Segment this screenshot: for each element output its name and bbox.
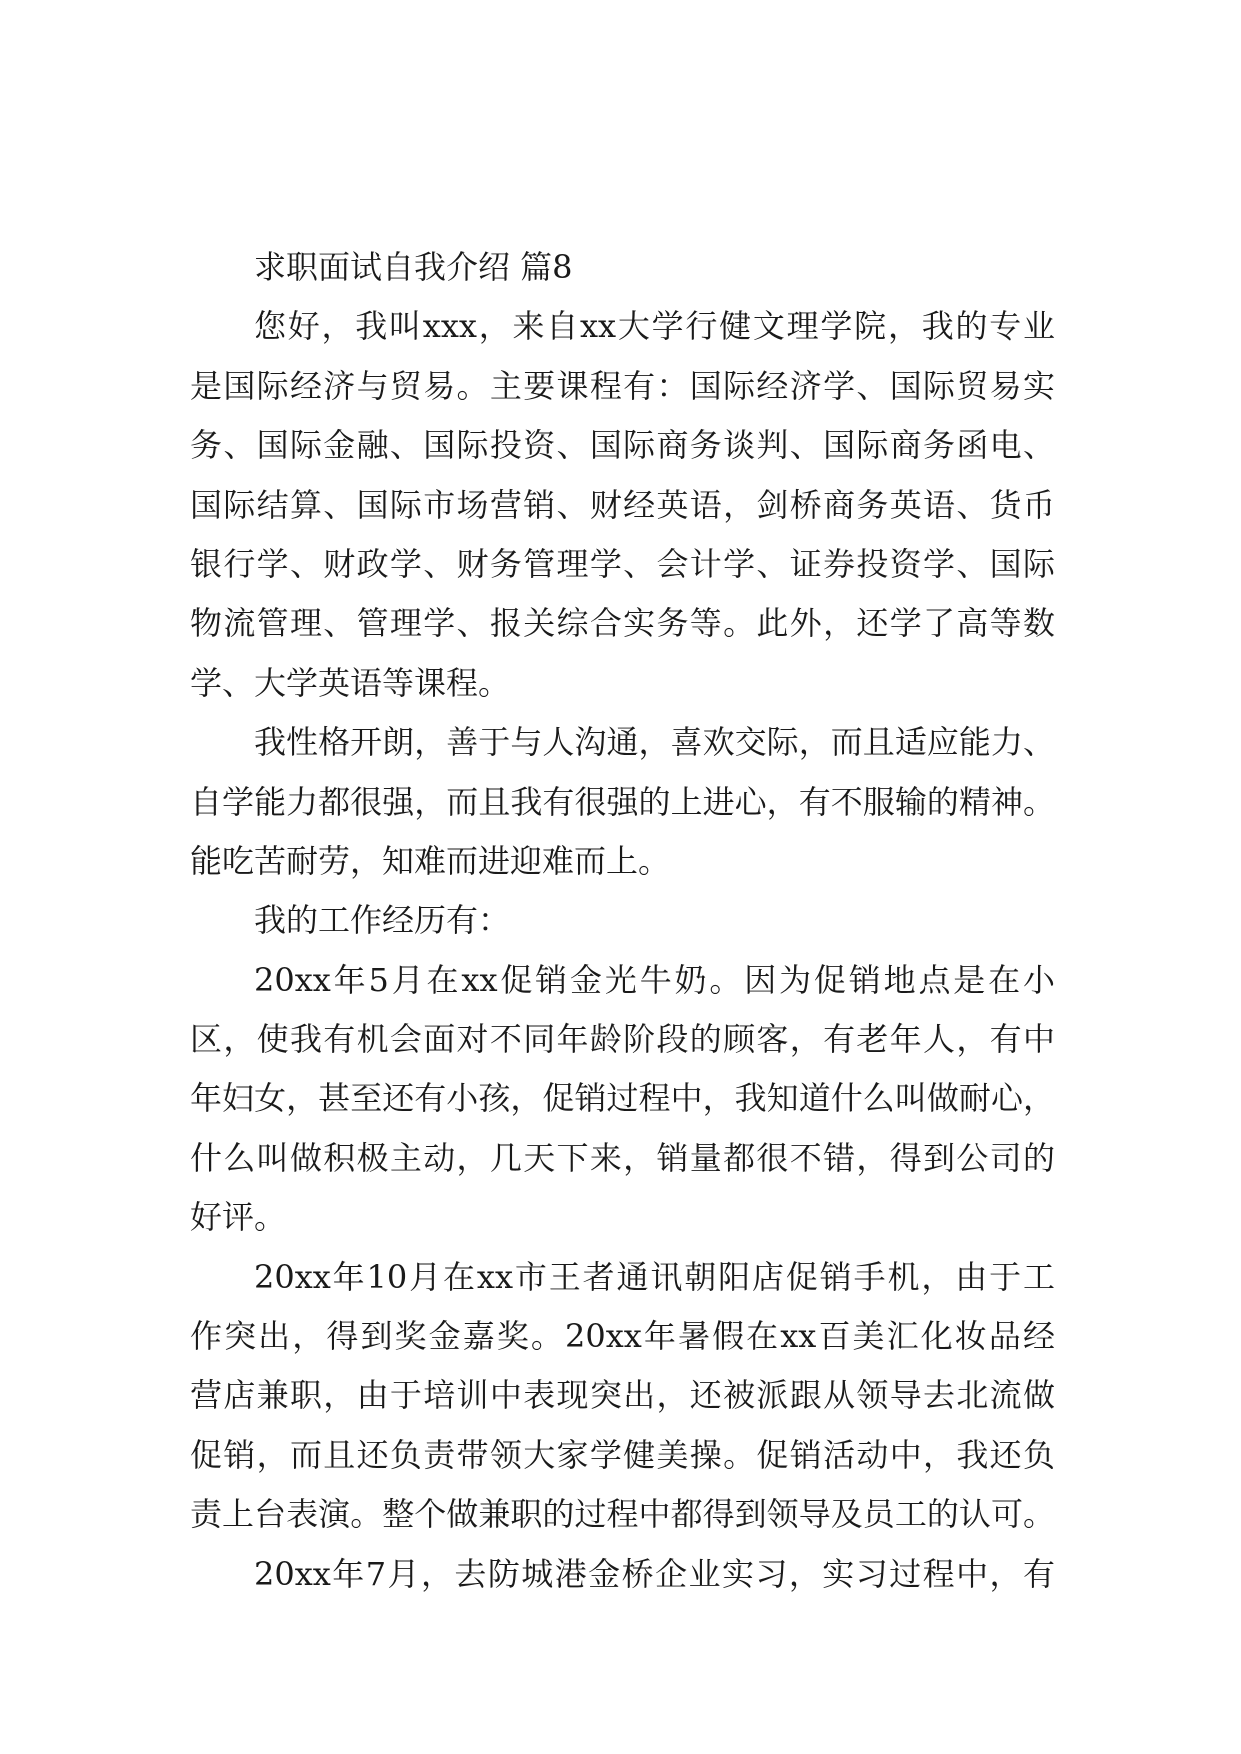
paragraph-1-line-7: 学、大学英语等课程。: [190, 663, 511, 702]
paragraph-4-line-2: 区，使我有机会面对不同年龄阶段的顾客，有老年人，有中: [190, 1020, 1055, 1059]
paragraph-4-line-3: 年妇女，甚至还有小孩，促销过程中，我知道什么叫做耐心，: [190, 1079, 1055, 1118]
paragraph-2-line-2: 自学能力都很强，而且我有很强的上进心，有不服输的精神。: [190, 782, 1055, 821]
paragraph-1-line-6: 物流管理、管理学、报关综合实务等。此外，还学了高等数: [190, 604, 1055, 643]
paragraph-4-line-1: 20xx年5月在xx促销金光牛奶。因为促销地点是在小: [254, 960, 1055, 999]
paragraph-1-line-3: 务、国际金融、国际投资、国际商务谈判、国际商务函电、: [190, 426, 1055, 465]
paragraph-6-line-1: 20xx年7月，去防城港金桥企业实习，实习过程中，有: [254, 1554, 1055, 1593]
paragraph-2-line-1: 我性格开朗，善于与人沟通，喜欢交际，而且适应能力、: [254, 723, 1055, 762]
paragraph-5-line-4: 促销，而且还负责带领大家学健美操。促销活动中，我还负: [190, 1435, 1055, 1474]
paragraph-1-line-1: 您好，我叫xxx，来自xx大学行健文理学院，我的专业: [254, 307, 1055, 346]
paragraph-5-line-3: 营店兼职，由于培训中表现突出，还被派跟从领导去北流做: [190, 1376, 1055, 1415]
document-body: [190, 238, 1055, 1604]
document-title: 求职面试自我介绍 篇8: [254, 248, 573, 286]
paragraph-2-line-3: 能吃苦耐劳，知难而进迎难而上。: [190, 841, 671, 880]
paragraph-5-line-5: 责上台表演。整个做兼职的过程中都得到领导及员工的认可。: [190, 1495, 1055, 1534]
paragraph-5-line-1: 20xx年10月在xx市王者通讯朝阳店促销手机，由于工: [254, 1257, 1055, 1296]
paragraph-1-line-2: 是国际经济与贸易。主要课程有：国际经济学、国际贸易实: [190, 366, 1055, 405]
paragraph-5-line-2: 作突出，得到奖金嘉奖。20xx年暑假在xx百美汇化妆品经: [190, 1317, 1055, 1356]
paragraph-1-line-5: 银行学、财政学、财务管理学、会计学、证券投资学、国际: [190, 544, 1055, 583]
paragraph-4-line-5: 好评。: [190, 1198, 287, 1237]
paragraph-4-line-4: 什么叫做积极主动，几天下来，销量都很不错，得到公司的: [190, 1138, 1055, 1177]
paragraph-3-line-1: 我的工作经历有：: [254, 901, 511, 940]
paragraph-1-line-4: 国际结算、国际市场营销、财经英语，剑桥商务英语、货币: [190, 485, 1055, 524]
